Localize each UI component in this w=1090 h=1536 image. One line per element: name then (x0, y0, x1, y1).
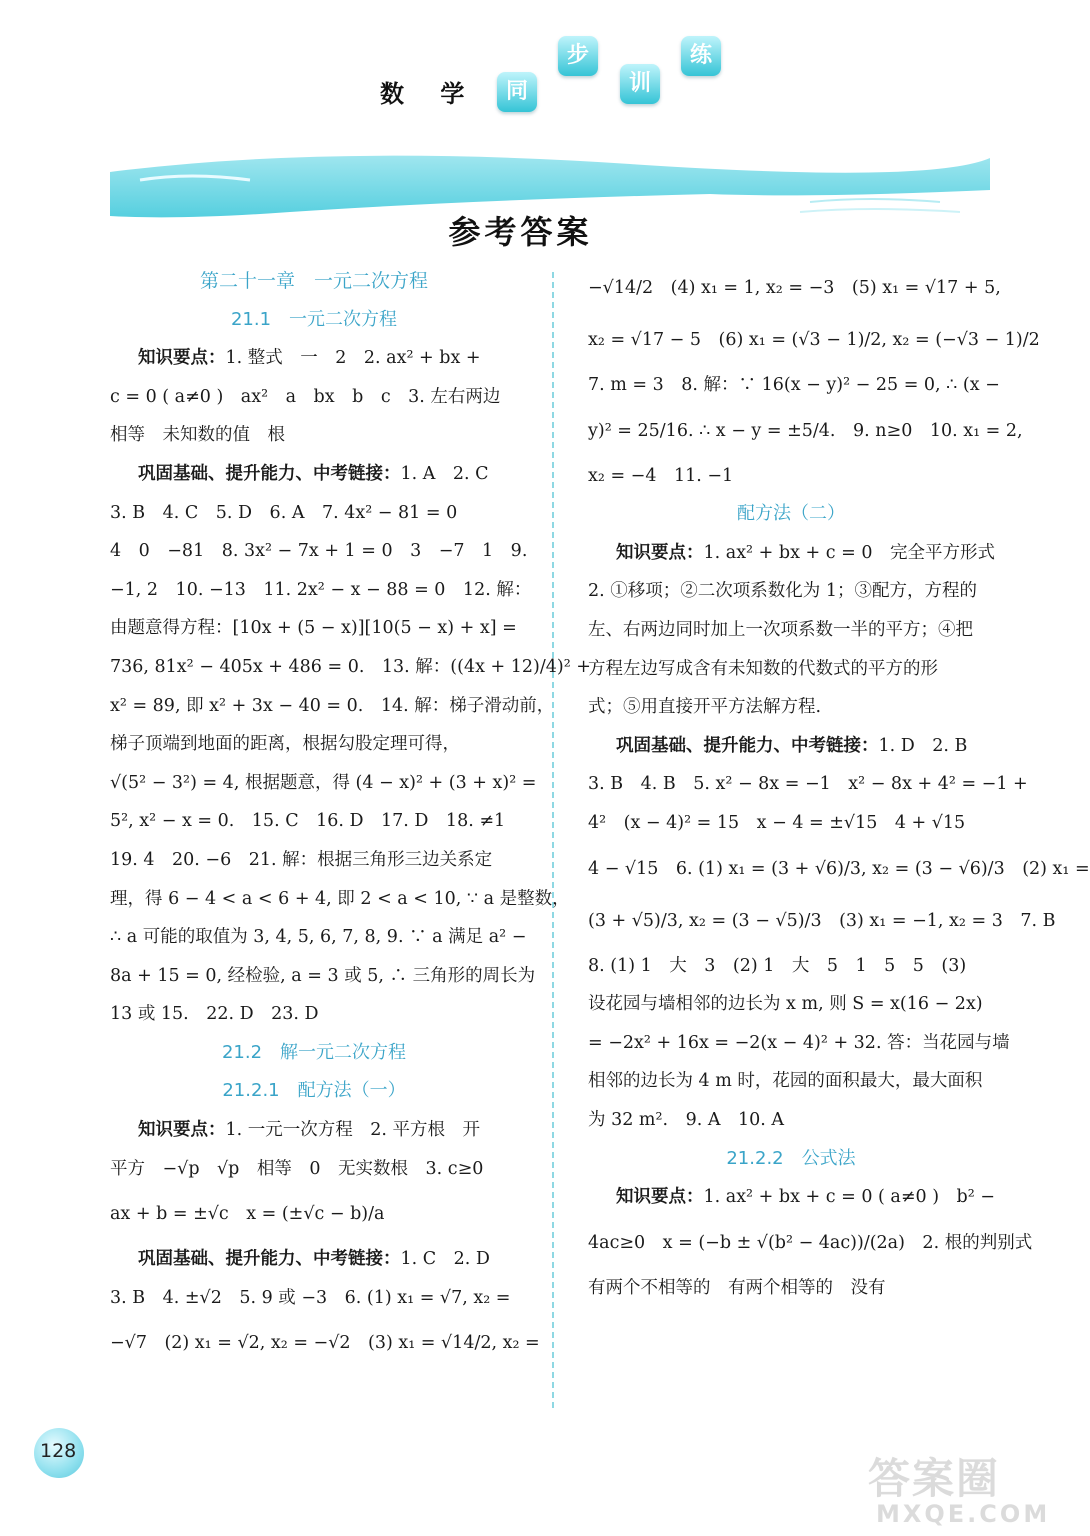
answer-label: 知识要点： (616, 542, 704, 563)
answer-line: x² = 89, 即 x² + 3x − 40 = 0. 14. 解：梯子滑动前， (110, 695, 555, 716)
answer-text: 1. D 2. B (878, 735, 968, 756)
series-char-1: 同 (497, 72, 537, 112)
series-char-2: 步 (558, 36, 598, 76)
answer-line: (3 + √5)/3, x₂ = (3 − √5)/3 (3) x₁ = −1, x₂ = 3 7. B (588, 910, 1056, 931)
page-title: 参考答案 (448, 213, 593, 251)
answer-line: 方程左边写成含有未知数的代数式的平方的形 (588, 658, 938, 679)
answer-line (110, 1111, 518, 1150)
answer-line: 相邻的边长为 4 m 时，花园的面积最大，最大面积 (588, 1071, 983, 1092)
right-column (588, 262, 1090, 1307)
watermark-logo (868, 1446, 1051, 1530)
answer-line (588, 534, 994, 573)
answer-line: 理，得 6 − 4 < a < 6 + 4, 即 2 < a < 10, ∵ a 是整数， (110, 888, 570, 909)
answer-line: 由题意得方程：[10x + (5 − x)][10(5 − x) + x] = (110, 618, 517, 639)
series-char-3: 训 (620, 64, 660, 104)
answer-line: 梯子顶端到地面的距离，根据勾股定理可得， (110, 734, 460, 755)
answer-line: 5², x² − x = 0. 15. C 16. D 17. D 18. ≠1 (110, 811, 506, 832)
answer-line: 平方 −√p √p 相等 0 无实数根 3. c≥0 (110, 1158, 484, 1179)
answer-line: = −2x² + 16x = −2(x − 4)² + 32. 答：当花园与墙 (588, 1032, 1010, 1053)
answer-line (588, 1178, 994, 1217)
answer-line: ∴ a 可能的取值为 3, 4, 5, 6, 7, 8, 9. ∵ a 满足 a² − (110, 927, 527, 948)
answer-line: 有两个不相等的 有两个相等的 没有 (588, 1277, 886, 1298)
answer-line: x₂ = −4 11. −1 (588, 465, 734, 486)
answer-text: 1. ax² + bx + c = 0 ( a≠0 ) b² − (703, 1187, 995, 1208)
watermark-main: 答案圈 (868, 1454, 1001, 1503)
answer-text: 1. 一元一次方程 2. 平方根 开 (225, 1120, 481, 1141)
page-number-badge (34, 1428, 84, 1478)
watermark-sub: MXQE.COM (876, 1500, 1051, 1528)
answer-label: 知识要点： (616, 1187, 704, 1208)
page-header (0, 0, 1041, 150)
subject-label: 数 学 (380, 80, 479, 108)
answer-line: 2. ①移项；②二次项系数化为 1；③配方，方程的 (588, 581, 977, 602)
column-divider (552, 272, 554, 1408)
left-column (110, 262, 591, 1369)
answer-line: 8a + 15 = 0, 经检验, a = 3 或 5, ∴ 三角形的周长为 (110, 965, 536, 986)
answer-text: 1. C 2. D (400, 1249, 490, 1270)
answer-label: 巩固基础、提升能力、中考链接： (616, 735, 879, 756)
answer-label: 巩固基础、提升能力、中考链接： (138, 1249, 401, 1270)
answer-line: −1, 2 10. −13 11. 2x² − x − 88 = 0 12. 解： (110, 579, 532, 600)
answer-line: −√7 (2) x₁ = √2, x₂ = −√2 (3) x₁ = √14/2, x₂ = (110, 1333, 540, 1354)
answer-line: 19. 4 20. −6 21. 解：根据三角形三边关系定 (110, 849, 493, 870)
section-heading: 21.2 解一元二次方程 (221, 1041, 407, 1063)
answer-line: 3. B 4. C 5. D 6. A 7. 4x² − 81 = 0 (110, 502, 458, 523)
answer-text: 1. 整式 一 2 2. ax² + bx + (225, 348, 481, 369)
answer-line: √(5² − 3²) = 4, 根据题意，得 (4 − x)² + (3 + x)² = (110, 772, 537, 793)
answer-label: 巩固基础、提升能力、中考链接： (138, 463, 401, 484)
answer-line: y)² = 25/16. ∴ x − y = ±5/4. 9. n≥0 10. x₁ = 2, (588, 420, 1023, 441)
answer-line: 8. (1) 1 大 3 (2) 1 大 5 1 5 5 (3) (588, 955, 967, 976)
answer-line: 4 − √15 6. (1) x₁ = (3 + √6)/3, x₂ = (3 − √6)/3 (2) x₁ = (588, 858, 1090, 879)
section-heading: 第二十一章 一元二次方程 (199, 270, 428, 292)
answer-line: −√14/2 (4) x₁ = 1, x₂ = −3 (5) x₁ = √17 + 5, (588, 278, 1001, 298)
series-char-4: 练 (681, 36, 721, 76)
answer-line: 7. m = 3 8. 解：∵ 16(x − y)² − 25 = 0, ∴ (x − (588, 375, 1000, 395)
answer-line (588, 727, 994, 766)
section-heading: 21.1 一元二次方程 (230, 308, 398, 330)
answer-line: c = 0 ( a≠0 ) ax² a bx b c 3. 左右两边 (110, 386, 501, 407)
answer-line: 13 或 15. 22. D 23. D (110, 1004, 319, 1025)
answer-line: x₂ = √17 − 5 (6) x₁ = (√3 − 1)/2, x₂ = (−√3 − 1)/2 (588, 330, 1040, 350)
answer-line: 736, 81x² − 405x + 486 = 0. 13. 解：((4x + 12)/4)² + (110, 656, 591, 677)
answer-line: 4ac≥0 x = (−b ± √(b² − 4ac))/(2a) 2. 根的判别式 (588, 1232, 1033, 1253)
answer-line: 3. B 4. ±√2 5. 9 或 −3 6. (1) x₁ = √7, x₂ = (110, 1287, 511, 1308)
page-number: 128 (40, 1440, 77, 1462)
answer-line: ax + b = ±√c x = (±√c − b)/a (110, 1204, 385, 1225)
answer-line: 4 0 −81 8. 3x² − 7x + 1 = 0 3 −7 1 9. (110, 541, 528, 562)
answer-line: 相等 未知数的值 根 (110, 425, 285, 446)
answer-line: 式；⑤用直接开平方法解方程. (588, 697, 822, 718)
answer-line: 为 32 m². 9. A 10. A (588, 1109, 784, 1130)
answer-line (110, 339, 518, 378)
section-heading: 21.2.2 公式法 (726, 1147, 856, 1169)
answer-line (110, 455, 518, 494)
answer-label: 知识要点： (138, 348, 226, 369)
answer-text: 1. ax² + bx + c = 0 完全平方形式 (703, 542, 995, 563)
section-heading: 21.2.1 配方法（一） (222, 1080, 406, 1102)
answer-line: 4² (x − 4)² = 15 x − 4 = ±√15 4 + √15 (588, 812, 966, 833)
answer-line: 3. B 4. B 5. x² − 8x = −1 x² − 8x + 4² = −1 + (588, 774, 1028, 795)
answer-line: 左、右两边同时加上一次项系数一半的平方；④把 (588, 619, 973, 640)
answer-line (110, 1240, 518, 1279)
answer-label: 知识要点： (138, 1120, 226, 1141)
answer-text: 1. A 2. C (400, 463, 489, 484)
section-heading: 配方法（二） (737, 503, 845, 525)
answer-line: 设花园与墙相邻的边长为 x m, 则 S = x(16 − 2x) (588, 994, 983, 1015)
